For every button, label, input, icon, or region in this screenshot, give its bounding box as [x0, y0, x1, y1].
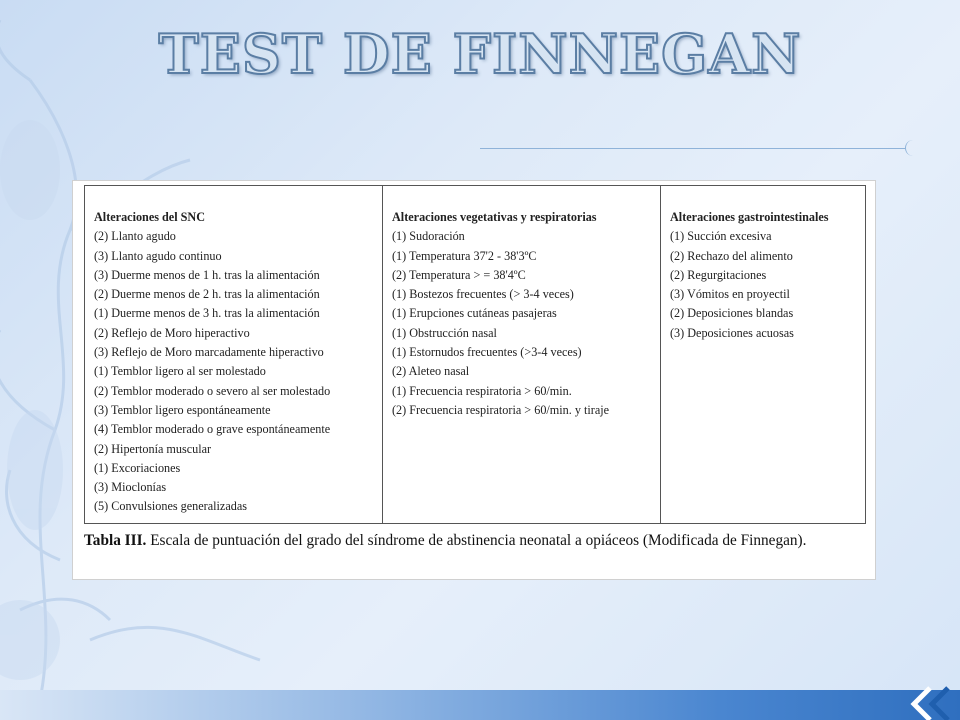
table-image: [72, 180, 876, 580]
list-item: (1) Excoriaciones: [94, 460, 181, 475]
column-header: Alteraciones gastrointestinales: [670, 210, 829, 224]
list-item: (3) Reflejo de Moro marcadamente hiperactivo: [94, 345, 324, 360]
list-item: (1) Frecuencia respiratoria > 60/min.: [392, 383, 572, 398]
list-item: (1) Temblor ligero al ser molestado: [94, 364, 266, 379]
column-header: Alteraciones vegetativas y respiratorias: [392, 210, 597, 224]
list-item: (3) Mioclonías: [94, 480, 167, 495]
list-item: (5) Convulsiones generalizadas: [94, 499, 247, 514]
column-vegetative: [382, 186, 660, 523]
title-divider: [480, 148, 905, 149]
list-item: (3) Vómitos en proyectil: [670, 287, 790, 302]
list-item: (2) Frecuencia respiratoria > 60/min. y tiraje: [392, 402, 610, 417]
list-item: (2) Temperatura > = 38'4ºC: [392, 267, 526, 282]
list-item: (3) Deposiciones acuosas: [670, 325, 794, 340]
list-item: (1) Obstrucción nasal: [392, 325, 497, 340]
caption-text: Escala de puntuación del grado del síndrome de abstinencia neonatal a opiáceos (Modificada de Finnegan).: [150, 532, 807, 549]
list-item: (1) Temperatura 37'2 - 38'3ºC: [392, 248, 537, 263]
column-gastrointestinal: [660, 186, 865, 523]
list-item: (1) Erupciones cutáneas pasajeras: [392, 306, 557, 321]
list-item: (2) Hipertonía muscular: [94, 441, 212, 456]
double-chevron-left-icon: [900, 686, 960, 720]
list-item: (2) Temblor moderado o severo al ser molestado: [94, 383, 331, 398]
list-item: (1) Duerme menos de 3 h. tras la alimentación: [94, 306, 320, 321]
caption-label: Tabla III.: [84, 532, 147, 549]
list-item: (3) Temblor ligero espontáneamente: [94, 402, 271, 417]
item-list: [670, 227, 865, 343]
list-item: (4) Temblor moderado o grave espontáneamente: [94, 422, 331, 437]
table-caption: [84, 529, 868, 552]
column-snc: [85, 186, 382, 523]
list-item: (3) Llanto agudo continuo: [94, 248, 222, 263]
list-item: (2) Rechazo del alimento: [670, 248, 793, 263]
page-title: TEST DE FINNEGAN: [158, 22, 802, 86]
footer-bar: [0, 690, 960, 720]
list-item: (2) Llanto agudo: [94, 229, 176, 244]
finnegan-table: [84, 185, 866, 524]
title-divider-cap: [905, 140, 914, 156]
item-list: [94, 227, 382, 516]
list-item: (2) Regurgitaciones: [670, 267, 767, 282]
list-item: (1) Estornudos frecuentes (>3-4 veces): [392, 345, 582, 360]
item-list: [392, 227, 660, 420]
list-item: (1) Bostezos frecuentes (> 3-4 veces): [392, 287, 574, 302]
list-item: (3) Duerme menos de 1 h. tras la alimentación: [94, 267, 320, 282]
list-item: (1) Succión excesiva: [670, 229, 772, 244]
list-item: (2) Reflejo de Moro hiperactivo: [94, 325, 250, 340]
list-item: (2) Aleteo nasal: [392, 364, 470, 379]
list-item: (1) Sudoración: [392, 229, 465, 244]
column-header: Alteraciones del SNC: [94, 210, 206, 224]
list-item: (2) Deposiciones blandas: [670, 306, 794, 321]
list-item: (2) Duerme menos de 2 h. tras la alimentación: [94, 287, 320, 302]
